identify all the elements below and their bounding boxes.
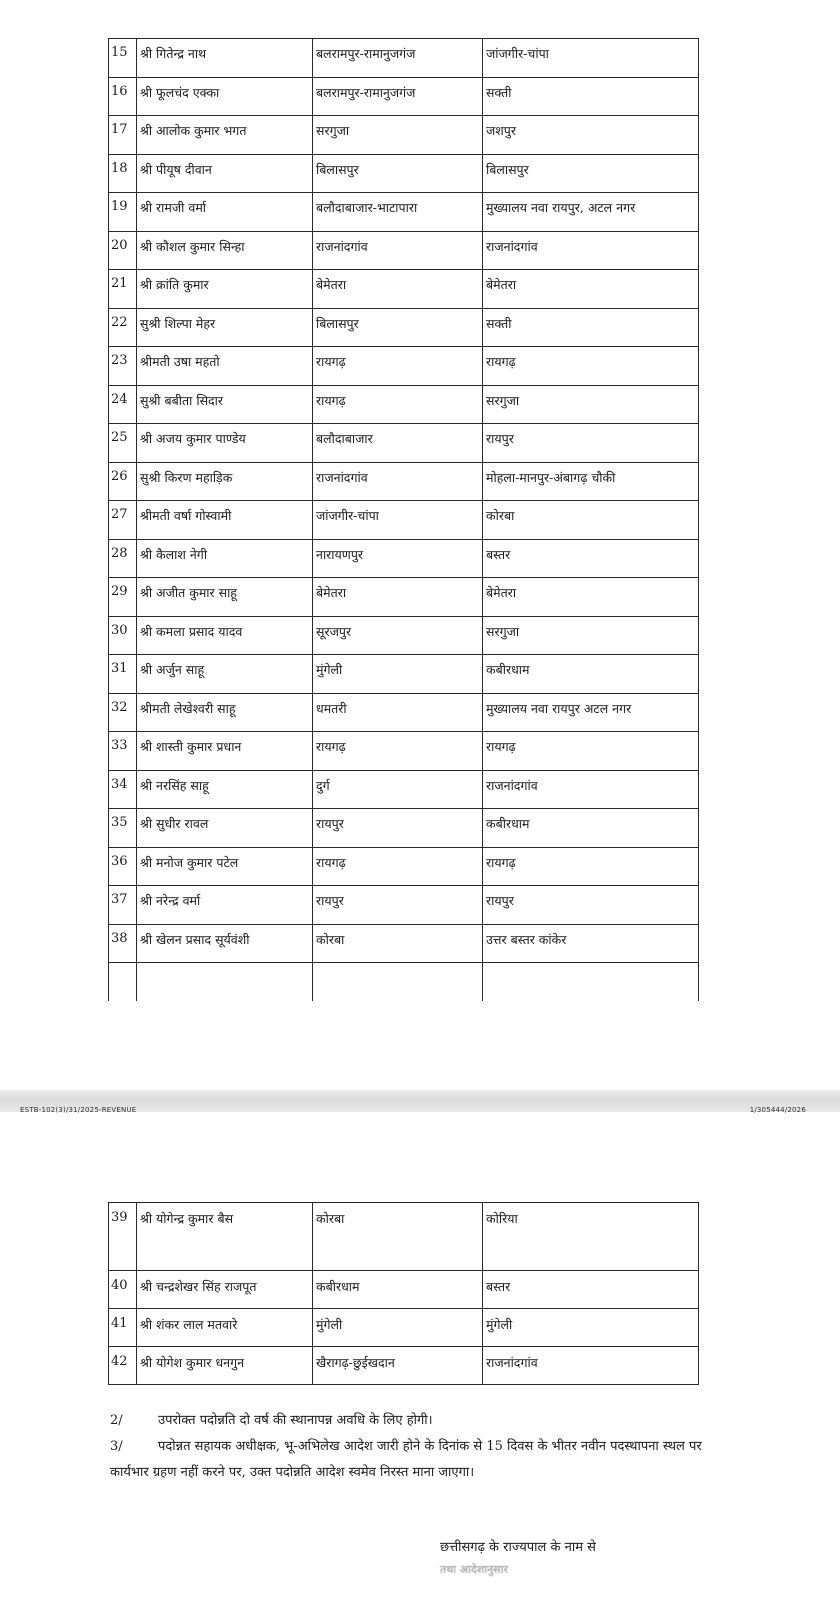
current-posting-cell: राजनांदगांव: [313, 462, 483, 501]
table-row: [109, 385, 699, 424]
employee-name-cell: श्रीमती वर्षा गोस्वामी: [137, 501, 313, 540]
employee-name-cell: श्री चन्द्रशेखर सिंह राजपूत: [137, 1271, 313, 1309]
serial-number-cell: 32: [109, 693, 137, 732]
table-row: [109, 1309, 699, 1347]
promotion-table-page-2: [108, 1202, 699, 1385]
clause-2: [110, 1408, 710, 1434]
current-posting-cell: सूरजपुर: [313, 616, 483, 655]
table-row: [109, 1271, 699, 1309]
current-posting-cell: बिलासपुर: [313, 154, 483, 193]
table-row: [109, 539, 699, 578]
serial-number-cell: 39: [109, 1203, 137, 1271]
employee-name-cell: श्री पीयूष दीवान: [137, 154, 313, 193]
serial-number-cell: 34: [109, 770, 137, 809]
clause-3-number: 3/: [110, 1439, 123, 1454]
employee-name-cell: श्री कैलाश नेगी: [137, 539, 313, 578]
new-posting-cell: कबीरधाम: [483, 655, 699, 694]
clause-3-text: पदोन्नत सहायक अधीक्षक, भू-अभिलेख आदेश जारी होने के दिनांक से 15 दिवस के भीतर नवीन पदस्थापना स्थल पर कार्यभार ग्रहण नहीं करने पर, उक्त पदोन्नति आदेश स्वमेव निरस्त माना जाएगा।: [110, 1439, 702, 1480]
serial-number-cell: 31: [109, 655, 137, 694]
current-posting-cell: कबीरधाम: [313, 1271, 483, 1309]
new-posting-cell: सक्ती: [483, 77, 699, 116]
new-posting-cell: कबीरधाम: [483, 809, 699, 848]
document-id-header: 1/305444/2026: [749, 1106, 806, 1114]
empty-cell: [483, 963, 699, 1002]
employee-name-cell: श्रीमती लेखेश्वरी साहू: [137, 693, 313, 732]
table-row: [109, 655, 699, 694]
serial-number-cell: 30: [109, 616, 137, 655]
new-posting-cell: बिलासपुर: [483, 154, 699, 193]
new-posting-cell: सरगुजा: [483, 616, 699, 655]
serial-number-cell: 28: [109, 539, 137, 578]
signature-authority-line: छत्तीसगढ़ के राज्यपाल के नाम से: [440, 1540, 596, 1555]
clause-3: [110, 1434, 710, 1486]
serial-number-cell: 19: [109, 193, 137, 232]
employee-name-cell: श्री योगेन्द्र कुमार बैस: [137, 1203, 313, 1271]
empty-cell: [137, 963, 313, 1002]
serial-number-cell: 38: [109, 924, 137, 963]
table-row: [109, 462, 699, 501]
employee-name-cell: श्री रामजी वर्मा: [137, 193, 313, 232]
new-posting-cell: सरगुजा: [483, 385, 699, 424]
new-posting-cell: बस्तर: [483, 1271, 699, 1309]
table-row: [109, 347, 699, 386]
new-posting-cell: राजनांदगांव: [483, 770, 699, 809]
serial-number-cell: 17: [109, 116, 137, 155]
employee-name-cell: श्री कमला प्रसाद यादव: [137, 616, 313, 655]
new-posting-cell: रायगढ़: [483, 732, 699, 771]
employee-name-cell: श्री अर्जुन साहू: [137, 655, 313, 694]
new-posting-cell: बस्तर: [483, 539, 699, 578]
new-posting-cell: कोरबा: [483, 501, 699, 540]
table-row: [109, 578, 699, 617]
new-posting-cell: मुख्यालय नवा रायपुर, अटल नगर: [483, 193, 699, 232]
serial-number-cell: 40: [109, 1271, 137, 1309]
employee-name-cell: श्री अजीत कुमार साहू: [137, 578, 313, 617]
serial-number-cell: 33: [109, 732, 137, 771]
employee-name-cell: श्री क्रांति कुमार: [137, 270, 313, 309]
current-posting-cell: धमतरी: [313, 693, 483, 732]
employee-name-cell: श्री मनोज कुमार पटेल: [137, 847, 313, 886]
table-row: [109, 424, 699, 463]
table-row: [109, 270, 699, 309]
serial-number-cell: 21: [109, 270, 137, 309]
table-row: [109, 77, 699, 116]
current-posting-cell: बलरामपुर-रामानुजगंज: [313, 77, 483, 116]
current-posting-cell: नारायणपुर: [313, 539, 483, 578]
employee-name-cell: श्री योगेश कुमार धनगुन: [137, 1347, 313, 1385]
employee-name-cell: सुश्री बबीता सिदार: [137, 385, 313, 424]
current-posting-cell: रायपुर: [313, 809, 483, 848]
serial-number-cell: 18: [109, 154, 137, 193]
new-posting-cell: मोहला-मानपुर-अंबागढ़ चौकी: [483, 462, 699, 501]
current-posting-cell: खैरागढ़-छुईखदान: [313, 1347, 483, 1385]
clause-2-text: उपरोक्त पदोन्नति दो वर्ष की स्थानापन्न अवधि के लिए होगी।: [158, 1413, 433, 1428]
new-posting-cell: मुख्यालय नवा रायपुर अटल नगर: [483, 693, 699, 732]
serial-number-cell: 37: [109, 886, 137, 925]
new-posting-cell: मुंगेली: [483, 1309, 699, 1347]
promotion-table-page-1: [108, 38, 699, 1001]
table-row: [109, 193, 699, 232]
current-posting-cell: जांजगीर-चांपा: [313, 501, 483, 540]
new-posting-cell: जांजगीर-चांपा: [483, 39, 699, 78]
new-posting-cell: जशपुर: [483, 116, 699, 155]
current-posting-cell: रायगढ़: [313, 732, 483, 771]
new-posting-cell: रायगढ़: [483, 847, 699, 886]
employee-name-cell: श्री फूलचंद एक्का: [137, 77, 313, 116]
serial-number-cell: 26: [109, 462, 137, 501]
empty-cell: [313, 963, 483, 1002]
employee-name-cell: श्रीमती उषा महतो: [137, 347, 313, 386]
serial-number-cell: 15: [109, 39, 137, 78]
serial-number-cell: 25: [109, 424, 137, 463]
serial-number-cell: 16: [109, 77, 137, 116]
current-posting-cell: मुंगेली: [313, 655, 483, 694]
new-posting-cell: उत्तर बस्तर कांकेर: [483, 924, 699, 963]
table-row: [109, 1203, 699, 1271]
serial-number-cell: 36: [109, 847, 137, 886]
serial-number-cell: 27: [109, 501, 137, 540]
current-posting-cell: दुर्ग: [313, 770, 483, 809]
serial-number-cell: 23: [109, 347, 137, 386]
table-row: [109, 616, 699, 655]
current-posting-cell: मुंगेली: [313, 1309, 483, 1347]
new-posting-cell: राजनांदगांव: [483, 231, 699, 270]
current-posting-cell: रायगढ़: [313, 347, 483, 386]
new-posting-cell: कोरिया: [483, 1203, 699, 1271]
current-posting-cell: कोरबा: [313, 1203, 483, 1271]
table-row: [109, 886, 699, 925]
table-row: [109, 308, 699, 347]
table-row: [109, 501, 699, 540]
serial-number-cell: 35: [109, 809, 137, 848]
employee-name-cell: श्री शास्ती कुमार प्रधान: [137, 732, 313, 771]
current-posting-cell: बलौदाबाजार-भाटापारा: [313, 193, 483, 232]
empty-cell: [109, 963, 137, 1002]
employee-name-cell: श्री नरेन्द्र वर्मा: [137, 886, 313, 925]
table-row: [109, 732, 699, 771]
new-posting-cell: बेमेतरा: [483, 270, 699, 309]
table-row: [109, 693, 699, 732]
table-row-continuation: [109, 963, 699, 1002]
serial-number-cell: 24: [109, 385, 137, 424]
serial-number-cell: 22: [109, 308, 137, 347]
table-row: [109, 154, 699, 193]
current-posting-cell: कोरबा: [313, 924, 483, 963]
new-posting-cell: रायपुर: [483, 886, 699, 925]
employee-name-cell: सुश्री शिल्पा मेहर: [137, 308, 313, 347]
serial-number-cell: 20: [109, 231, 137, 270]
serial-number-cell: 29: [109, 578, 137, 617]
employee-name-cell: श्री नरसिंह साहू: [137, 770, 313, 809]
current-posting-cell: बेमेतरा: [313, 270, 483, 309]
table-row: [109, 847, 699, 886]
table-row: [109, 231, 699, 270]
current-posting-cell: सरगुजा: [313, 116, 483, 155]
current-posting-cell: बलरामपुर-रामानुजगंज: [313, 39, 483, 78]
clause-2-number: 2/: [110, 1413, 123, 1428]
employee-name-cell: श्री अजय कुमार पाण्डेय: [137, 424, 313, 463]
current-posting-cell: रायगढ़: [313, 847, 483, 886]
new-posting-cell: रायगढ़: [483, 347, 699, 386]
employee-name-cell: श्री कौशल कुमार सिन्हा: [137, 231, 313, 270]
signature-order-line: तथा आदेशानुसार: [440, 1563, 508, 1576]
table-row: [109, 39, 699, 78]
table-row: [109, 116, 699, 155]
current-posting-cell: बेमेतरा: [313, 578, 483, 617]
employee-name-cell: श्री शंकर लाल मतवारे: [137, 1309, 313, 1347]
new-posting-cell: बेमेतरा: [483, 578, 699, 617]
table-row: [109, 770, 699, 809]
new-posting-cell: राजनांदगांव: [483, 1347, 699, 1385]
employee-name-cell: श्री गितेन्द्र नाथ: [137, 39, 313, 78]
serial-number-cell: 42: [109, 1347, 137, 1385]
table-row: [109, 924, 699, 963]
current-posting-cell: बलौदाबाजार: [313, 424, 483, 463]
current-posting-cell: रायपुर: [313, 886, 483, 925]
new-posting-cell: सक्ती: [483, 308, 699, 347]
current-posting-cell: बिलासपुर: [313, 308, 483, 347]
table-row: [109, 1347, 699, 1385]
table-row: [109, 809, 699, 848]
new-posting-cell: रायपुर: [483, 424, 699, 463]
file-number-header: ESTB-102(3)/31/2025-REVENUE: [20, 1106, 137, 1114]
serial-number-cell: 41: [109, 1309, 137, 1347]
employee-name-cell: श्री सुधीर रावल: [137, 809, 313, 848]
current-posting-cell: राजनांदगांव: [313, 231, 483, 270]
current-posting-cell: रायगढ़: [313, 385, 483, 424]
employee-name-cell: श्री खेलन प्रसाद सूर्यवंशी: [137, 924, 313, 963]
employee-name-cell: श्री आलोक कुमार भगत: [137, 116, 313, 155]
employee-name-cell: सुश्री किरण महाड़िक: [137, 462, 313, 501]
